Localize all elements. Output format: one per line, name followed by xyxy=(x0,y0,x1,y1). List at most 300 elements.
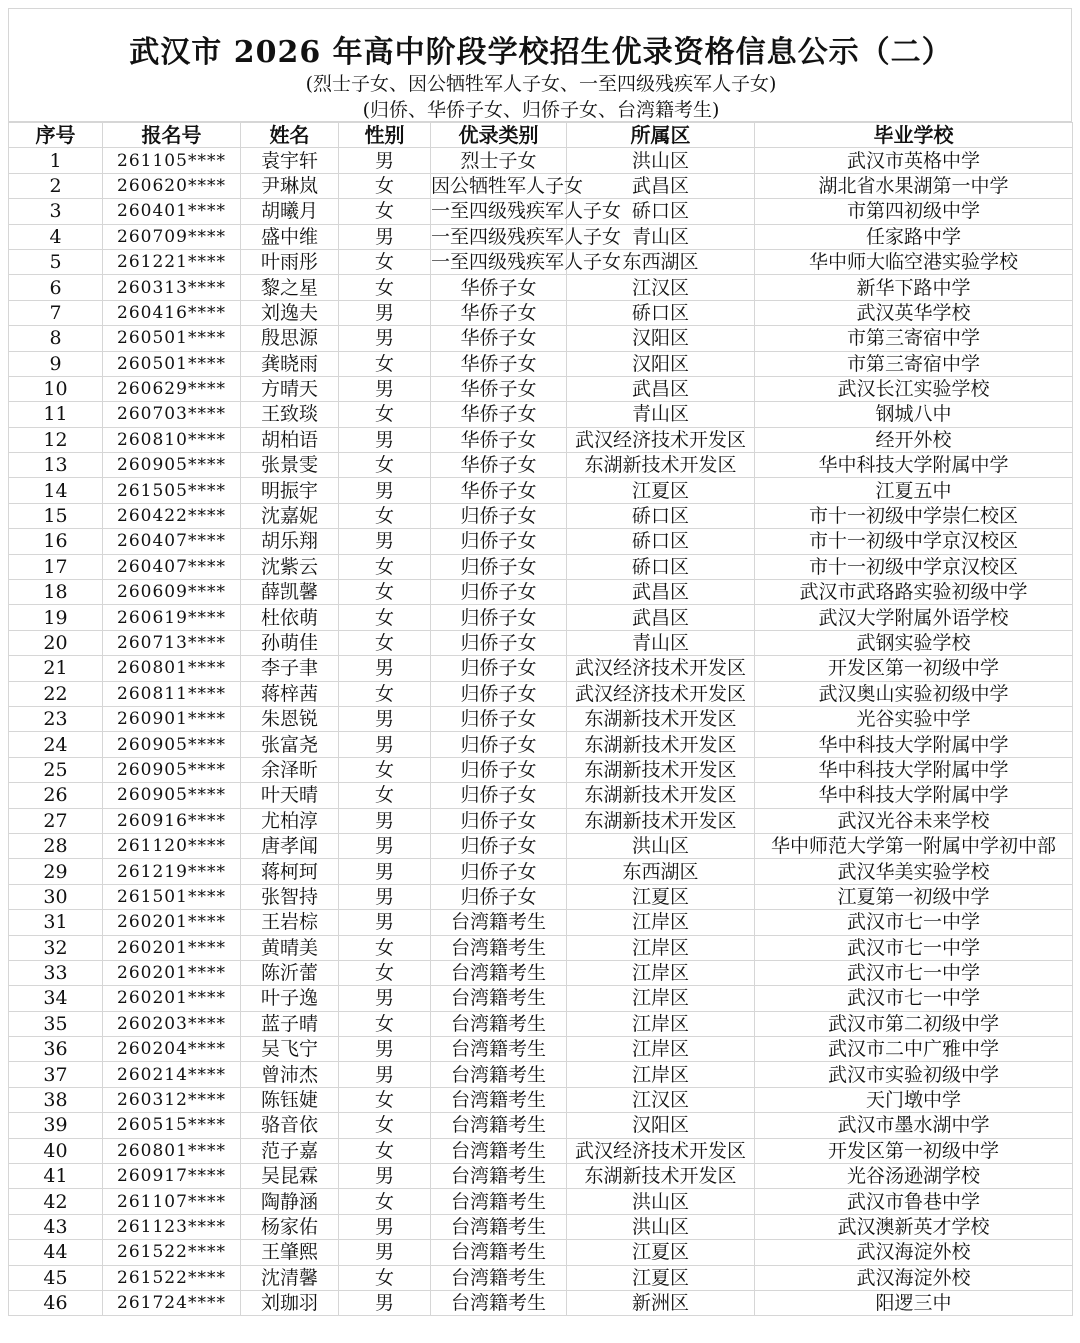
cell-registration-number: 260416**** xyxy=(103,300,241,325)
cell-registration-number: 260204**** xyxy=(103,1037,241,1062)
cell-gender: 女 xyxy=(339,249,431,274)
cell-district: 武昌区 xyxy=(567,580,755,605)
table-row xyxy=(9,757,1073,782)
cell-school: 武汉市七一中学 xyxy=(755,935,1073,960)
cell-school: 武汉大学附属外语学校 xyxy=(755,605,1073,630)
cell-name: 胡乐翔 xyxy=(241,529,339,554)
cell-category: 归侨子女 xyxy=(431,884,567,909)
admission-table xyxy=(8,122,1073,1316)
cell-school: 华中科技大学附属中学 xyxy=(755,453,1073,478)
cell-registration-number: 260313**** xyxy=(103,275,241,300)
cell-gender: 男 xyxy=(339,300,431,325)
cell-school: 天门墩中学 xyxy=(755,1087,1073,1112)
cell-category: 归侨子女 xyxy=(431,783,567,808)
cell-district: 江夏区 xyxy=(567,1265,755,1290)
cell-gender: 男 xyxy=(339,808,431,833)
cell-school: 武汉市武珞路实验初级中学 xyxy=(755,580,1073,605)
cell-gender: 女 xyxy=(339,1011,431,1036)
cell-name: 曾沛杰 xyxy=(241,1062,339,1087)
cell-index: 15 xyxy=(9,503,103,528)
cell-category: 台湾籍考生 xyxy=(431,1037,567,1062)
cell-district: 江夏区 xyxy=(567,478,755,503)
cell-registration-number: 260501**** xyxy=(103,351,241,376)
cell-district: 东湖新技术开发区 xyxy=(567,732,755,757)
table-row xyxy=(9,503,1073,528)
column-header-name: 姓名 xyxy=(241,123,339,148)
table-row xyxy=(9,630,1073,655)
cell-district: 硚口区 xyxy=(567,529,755,554)
cell-district: 武汉经济技术开发区 xyxy=(567,656,755,681)
cell-name: 杨家佑 xyxy=(241,1214,339,1239)
cell-index: 4 xyxy=(9,224,103,249)
cell-index: 34 xyxy=(9,986,103,1011)
table-row xyxy=(9,275,1073,300)
cell-gender: 女 xyxy=(339,580,431,605)
table-row xyxy=(9,783,1073,808)
cell-category: 华侨子女 xyxy=(431,427,567,452)
cell-registration-number: 260201**** xyxy=(103,960,241,985)
cell-category: 台湾籍考生 xyxy=(431,1164,567,1189)
cell-name: 叶雨彤 xyxy=(241,249,339,274)
cell-school: 武汉长江实验学校 xyxy=(755,376,1073,401)
cell-name: 刘珈羽 xyxy=(241,1290,339,1315)
cell-name: 黄晴美 xyxy=(241,935,339,960)
cell-index: 13 xyxy=(9,453,103,478)
cell-name: 盛中维 xyxy=(241,224,339,249)
cell-name: 沈紫云 xyxy=(241,554,339,579)
cell-school: 市第三寄宿中学 xyxy=(755,326,1073,351)
cell-district: 东湖新技术开发区 xyxy=(567,808,755,833)
cell-index: 1 xyxy=(9,148,103,173)
cell-school: 武汉市七一中学 xyxy=(755,986,1073,1011)
cell-registration-number: 260203**** xyxy=(103,1011,241,1036)
cell-district: 江汉区 xyxy=(567,275,755,300)
cell-category: 台湾籍考生 xyxy=(431,986,567,1011)
cell-school: 江夏五中 xyxy=(755,478,1073,503)
cell-gender: 女 xyxy=(339,503,431,528)
cell-school: 武汉奥山实验初级中学 xyxy=(755,681,1073,706)
cell-name: 李子聿 xyxy=(241,656,339,681)
cell-category: 华侨子女 xyxy=(431,478,567,503)
cell-district: 东西湖区 xyxy=(567,859,755,884)
cell-school: 开发区第一初级中学 xyxy=(755,1138,1073,1163)
cell-name: 唐孝闻 xyxy=(241,833,339,858)
cell-gender: 女 xyxy=(339,275,431,300)
cell-index: 11 xyxy=(9,402,103,427)
cell-district: 汉阳区 xyxy=(567,351,755,376)
cell-district: 青山区 xyxy=(567,630,755,655)
cell-name: 王致琰 xyxy=(241,402,339,427)
cell-category: 台湾籍考生 xyxy=(431,1062,567,1087)
cell-registration-number: 261219**** xyxy=(103,859,241,884)
cell-index: 31 xyxy=(9,910,103,935)
cell-school: 武钢实验学校 xyxy=(755,630,1073,655)
cell-index: 39 xyxy=(9,1113,103,1138)
cell-district: 东湖新技术开发区 xyxy=(567,1164,755,1189)
table-body xyxy=(9,148,1073,1316)
cell-gender: 女 xyxy=(339,1189,431,1214)
cell-index: 43 xyxy=(9,1214,103,1239)
cell-index: 22 xyxy=(9,681,103,706)
cell-district: 江岸区 xyxy=(567,935,755,960)
table-row xyxy=(9,1214,1073,1239)
cell-gender: 女 xyxy=(339,630,431,655)
cell-school: 武汉华美实验学校 xyxy=(755,859,1073,884)
cell-gender: 女 xyxy=(339,935,431,960)
cell-index: 26 xyxy=(9,783,103,808)
table-row xyxy=(9,351,1073,376)
cell-district: 江夏区 xyxy=(567,884,755,909)
cell-school: 武汉海淀外校 xyxy=(755,1240,1073,1265)
cell-registration-number: 260407**** xyxy=(103,529,241,554)
cell-gender: 男 xyxy=(339,986,431,1011)
cell-registration-number: 260916**** xyxy=(103,808,241,833)
cell-district: 江岸区 xyxy=(567,910,755,935)
cell-district: 武昌区 xyxy=(567,605,755,630)
table-row xyxy=(9,453,1073,478)
cell-index: 46 xyxy=(9,1290,103,1315)
cell-index: 40 xyxy=(9,1138,103,1163)
table-row xyxy=(9,859,1073,884)
table-row xyxy=(9,935,1073,960)
table-row xyxy=(9,529,1073,554)
cell-index: 14 xyxy=(9,478,103,503)
column-header-school: 毕业学校 xyxy=(755,123,1073,148)
table-row xyxy=(9,249,1073,274)
cell-school: 华中师大临空港实验学校 xyxy=(755,249,1073,274)
cell-index: 17 xyxy=(9,554,103,579)
cell-category: 华侨子女 xyxy=(431,453,567,478)
cell-school: 武汉市二中广雅中学 xyxy=(755,1037,1073,1062)
cell-category: 因公牺牲军人子女 xyxy=(431,174,584,197)
cell-category: 台湾籍考生 xyxy=(431,1189,567,1214)
cell-category: 一至四级残疾军人子女 xyxy=(431,225,622,248)
cell-district: 东湖新技术开发区 xyxy=(567,706,755,731)
cell-district: 东湖新技术开发区 xyxy=(567,757,755,782)
cell-registration-number: 261123**** xyxy=(103,1214,241,1239)
cell-district: 硚口区 xyxy=(567,300,755,325)
cell-category: 归侨子女 xyxy=(431,503,567,528)
table-row xyxy=(9,910,1073,935)
cell-index: 8 xyxy=(9,326,103,351)
cell-registration-number: 260703**** xyxy=(103,402,241,427)
cell-category: 台湾籍考生 xyxy=(431,1113,567,1138)
table-row xyxy=(9,605,1073,630)
cell-category: 归侨子女 xyxy=(431,630,567,655)
cell-gender: 男 xyxy=(339,326,431,351)
cell-registration-number: 260801**** xyxy=(103,1138,241,1163)
cell-school: 华中师范大学第一附属中学初中部 xyxy=(755,833,1073,858)
cell-school: 武汉市墨水湖中学 xyxy=(755,1113,1073,1138)
cell-school: 市十一初级中学京汉校区 xyxy=(755,554,1073,579)
cell-index: 45 xyxy=(9,1265,103,1290)
table-row xyxy=(9,1087,1073,1112)
document-subtitle-categories: (烈士子女、因公牺牲军人子女、一至四级残疾军人子女) xyxy=(305,73,777,95)
table-row xyxy=(9,808,1073,833)
column-header-district: 所属区 xyxy=(567,123,755,148)
cell-category: 归侨子女 xyxy=(431,757,567,782)
cell-name: 余泽昕 xyxy=(241,757,339,782)
cell-index: 27 xyxy=(9,808,103,833)
cell-district: 东湖新技术开发区 xyxy=(567,783,755,808)
cell-district: 江汉区 xyxy=(567,1087,755,1112)
cell-registration-number: 260917**** xyxy=(103,1164,241,1189)
cell-school: 江夏第一初级中学 xyxy=(755,884,1073,909)
cell-gender: 女 xyxy=(339,960,431,985)
cell-category: 归侨子女 xyxy=(431,605,567,630)
cell-district: 硚口区 xyxy=(567,199,755,224)
cell-category: 华侨子女 xyxy=(431,300,567,325)
table-row xyxy=(9,402,1073,427)
cell-registration-number: 260501**** xyxy=(103,326,241,351)
cell-district: 青山区 xyxy=(567,224,755,249)
table-row xyxy=(9,1265,1073,1290)
cell-name: 刘逸夫 xyxy=(241,300,339,325)
cell-district: 江岸区 xyxy=(567,986,755,1011)
document-title: 武汉市 2026 年高中阶段学校招生优录资格信息公示（二） xyxy=(129,35,953,70)
cell-registration-number: 261522**** xyxy=(103,1240,241,1265)
cell-index: 41 xyxy=(9,1164,103,1189)
cell-name: 张富尧 xyxy=(241,732,339,757)
cell-school: 武汉澳新英才学校 xyxy=(755,1214,1073,1239)
cell-name: 蓝子晴 xyxy=(241,1011,339,1036)
cell-registration-number: 260515**** xyxy=(103,1113,241,1138)
cell-gender: 男 xyxy=(339,478,431,503)
cell-gender: 男 xyxy=(339,376,431,401)
cell-category: 华侨子女 xyxy=(431,275,567,300)
cell-name: 袁宇轩 xyxy=(241,148,339,173)
cell-gender: 女 xyxy=(339,783,431,808)
table-row xyxy=(9,884,1073,909)
cell-registration-number: 260619**** xyxy=(103,605,241,630)
cell-district: 江岸区 xyxy=(567,1037,755,1062)
cell-category: 归侨子女 xyxy=(431,706,567,731)
cell-index: 19 xyxy=(9,605,103,630)
cell-registration-number: 260609**** xyxy=(103,580,241,605)
table-row xyxy=(9,1240,1073,1265)
cell-school: 武汉光谷未来学校 xyxy=(755,808,1073,833)
cell-name: 胡柏语 xyxy=(241,427,339,452)
cell-gender: 女 xyxy=(339,351,431,376)
cell-school: 开发区第一初级中学 xyxy=(755,656,1073,681)
cell-school: 阳逻三中 xyxy=(755,1290,1073,1315)
cell-registration-number: 260422**** xyxy=(103,503,241,528)
cell-index: 29 xyxy=(9,859,103,884)
cell-name: 尤柏淳 xyxy=(241,808,339,833)
cell-gender: 女 xyxy=(339,1113,431,1138)
cell-school: 华中科技大学附属中学 xyxy=(755,757,1073,782)
cell-category: 归侨子女 xyxy=(431,554,567,579)
table-row xyxy=(9,580,1073,605)
cell-gender: 男 xyxy=(339,706,431,731)
column-header-index: 序号 xyxy=(9,123,103,148)
cell-name: 尹琳岚 xyxy=(241,173,339,198)
cell-district: 武昌区 xyxy=(567,376,755,401)
cell-gender: 女 xyxy=(339,453,431,478)
cell-name: 龚晓雨 xyxy=(241,351,339,376)
cell-name: 骆音依 xyxy=(241,1113,339,1138)
cell-category: 华侨子女 xyxy=(431,351,567,376)
table-row xyxy=(9,706,1073,731)
table-row xyxy=(9,656,1073,681)
cell-category: 台湾籍考生 xyxy=(431,1138,567,1163)
cell-registration-number: 260312**** xyxy=(103,1087,241,1112)
cell-index: 21 xyxy=(9,656,103,681)
table-row xyxy=(9,681,1073,706)
column-header-registration-number: 报名号 xyxy=(103,123,241,148)
cell-school: 湖北省水果湖第一中学 xyxy=(755,173,1073,198)
cell-school: 武汉市七一中学 xyxy=(755,910,1073,935)
cell-district: 洪山区 xyxy=(567,833,755,858)
cell-district: 硚口区 xyxy=(567,554,755,579)
cell-district: 洪山区 xyxy=(567,1214,755,1239)
cell-district: 东湖新技术开发区 xyxy=(567,453,755,478)
cell-school: 武汉英华学校 xyxy=(755,300,1073,325)
document-subtitle-overseas: (归侨、华侨子女、归侨子女、台湾籍考生) xyxy=(362,99,720,121)
cell-index: 23 xyxy=(9,706,103,731)
cell-district: 汉阳区 xyxy=(567,1113,755,1138)
table-row xyxy=(9,1037,1073,1062)
cell-gender: 女 xyxy=(339,1138,431,1163)
cell-index: 44 xyxy=(9,1240,103,1265)
table-row xyxy=(9,732,1073,757)
cell-school: 武汉市第二初级中学 xyxy=(755,1011,1073,1036)
cell-name: 陈钰婕 xyxy=(241,1087,339,1112)
cell-school: 市十一初级中学崇仁校区 xyxy=(755,503,1073,528)
cell-school: 武汉市实验初级中学 xyxy=(755,1062,1073,1087)
cell-index: 6 xyxy=(9,275,103,300)
cell-name: 张景雯 xyxy=(241,453,339,478)
table-row xyxy=(9,1189,1073,1214)
cell-category: 归侨子女 xyxy=(431,681,567,706)
cell-registration-number: 260713**** xyxy=(103,630,241,655)
table-row xyxy=(9,376,1073,401)
cell-name: 吴昆霖 xyxy=(241,1164,339,1189)
cell-district: 青山区 xyxy=(567,402,755,427)
cell-category: 归侨子女 xyxy=(431,580,567,605)
cell-name: 薛凯馨 xyxy=(241,580,339,605)
cell-gender: 女 xyxy=(339,681,431,706)
cell-gender: 男 xyxy=(339,224,431,249)
cell-index: 33 xyxy=(9,960,103,985)
cell-name: 范子嘉 xyxy=(241,1138,339,1163)
cell-district: 武汉经济技术开发区 xyxy=(567,681,755,706)
cell-gender: 男 xyxy=(339,427,431,452)
cell-gender: 男 xyxy=(339,1037,431,1062)
cell-name: 方晴天 xyxy=(241,376,339,401)
cell-index: 2 xyxy=(9,173,103,198)
cell-registration-number: 260620**** xyxy=(103,173,241,198)
cell-name: 明振宇 xyxy=(241,478,339,503)
cell-registration-number: 260709**** xyxy=(103,224,241,249)
table-header-row xyxy=(9,123,1073,148)
cell-district: 江岸区 xyxy=(567,960,755,985)
cell-category: 台湾籍考生 xyxy=(431,910,567,935)
cell-school: 华中科技大学附属中学 xyxy=(755,783,1073,808)
cell-district: 硚口区 xyxy=(567,503,755,528)
cell-name: 沈清馨 xyxy=(241,1265,339,1290)
cell-index: 32 xyxy=(9,935,103,960)
cell-district: 江岸区 xyxy=(567,1062,755,1087)
cell-registration-number: 260905**** xyxy=(103,783,241,808)
cell-index: 42 xyxy=(9,1189,103,1214)
cell-registration-number: 261505**** xyxy=(103,478,241,503)
cell-school: 新华下路中学 xyxy=(755,275,1073,300)
cell-category: 华侨子女 xyxy=(431,402,567,427)
table-row xyxy=(9,1113,1073,1138)
table-row xyxy=(9,199,1073,224)
cell-name: 杜依萌 xyxy=(241,605,339,630)
cell-school: 钢城八中 xyxy=(755,402,1073,427)
cell-category: 台湾籍考生 xyxy=(431,1087,567,1112)
cell-name: 沈嘉妮 xyxy=(241,503,339,528)
cell-district: 汉阳区 xyxy=(567,326,755,351)
cell-name: 叶子逸 xyxy=(241,986,339,1011)
cell-district: 江夏区 xyxy=(567,1240,755,1265)
cell-gender: 女 xyxy=(339,1087,431,1112)
cell-school: 光谷实验中学 xyxy=(755,706,1073,731)
cell-name: 陶静涵 xyxy=(241,1189,339,1214)
cell-category: 台湾籍考生 xyxy=(431,960,567,985)
cell-gender: 男 xyxy=(339,1290,431,1315)
table-row xyxy=(9,1062,1073,1087)
column-header-category: 优录类别 xyxy=(431,123,567,148)
cell-registration-number: 260801**** xyxy=(103,656,241,681)
cell-category: 归侨子女 xyxy=(431,656,567,681)
cell-name: 朱恩锐 xyxy=(241,706,339,731)
cell-name: 王岩棕 xyxy=(241,910,339,935)
cell-name: 吴飞宁 xyxy=(241,1037,339,1062)
table-row xyxy=(9,148,1073,173)
cell-index: 18 xyxy=(9,580,103,605)
cell-registration-number: 261105**** xyxy=(103,148,241,173)
cell-registration-number: 260407**** xyxy=(103,554,241,579)
cell-index: 5 xyxy=(9,249,103,274)
cell-index: 7 xyxy=(9,300,103,325)
cell-registration-number: 261120**** xyxy=(103,833,241,858)
cell-category: 一至四级残疾军人子女 xyxy=(431,251,622,274)
cell-index: 24 xyxy=(9,732,103,757)
cell-index: 28 xyxy=(9,833,103,858)
table-row xyxy=(9,427,1073,452)
cell-name: 张智持 xyxy=(241,884,339,909)
cell-registration-number: 261107**** xyxy=(103,1189,241,1214)
cell-registration-number: 260905**** xyxy=(103,732,241,757)
cell-school: 光谷汤逊湖学校 xyxy=(755,1164,1073,1189)
cell-school: 市第四初级中学 xyxy=(755,199,1073,224)
cell-district: 武汉经济技术开发区 xyxy=(567,427,755,452)
cell-category: 华侨子女 xyxy=(431,376,567,401)
cell-index: 10 xyxy=(9,376,103,401)
cell-name: 王肇熙 xyxy=(241,1240,339,1265)
cell-gender: 男 xyxy=(339,1214,431,1239)
cell-registration-number: 260901**** xyxy=(103,706,241,731)
cell-index: 25 xyxy=(9,757,103,782)
cell-category: 华侨子女 xyxy=(431,326,567,351)
cell-category: 台湾籍考生 xyxy=(431,1214,567,1239)
cell-registration-number: 260810**** xyxy=(103,427,241,452)
table-row xyxy=(9,478,1073,503)
cell-gender: 女 xyxy=(339,1265,431,1290)
cell-registration-number: 260201**** xyxy=(103,986,241,1011)
cell-school: 武汉市英格中学 xyxy=(755,148,1073,173)
cell-district: 新洲区 xyxy=(567,1290,755,1315)
cell-school: 市十一初级中学京汉校区 xyxy=(755,529,1073,554)
cell-registration-number: 260401**** xyxy=(103,199,241,224)
cell-index: 20 xyxy=(9,630,103,655)
cell-category: 台湾籍考生 xyxy=(431,935,567,960)
cell-name: 叶天晴 xyxy=(241,783,339,808)
